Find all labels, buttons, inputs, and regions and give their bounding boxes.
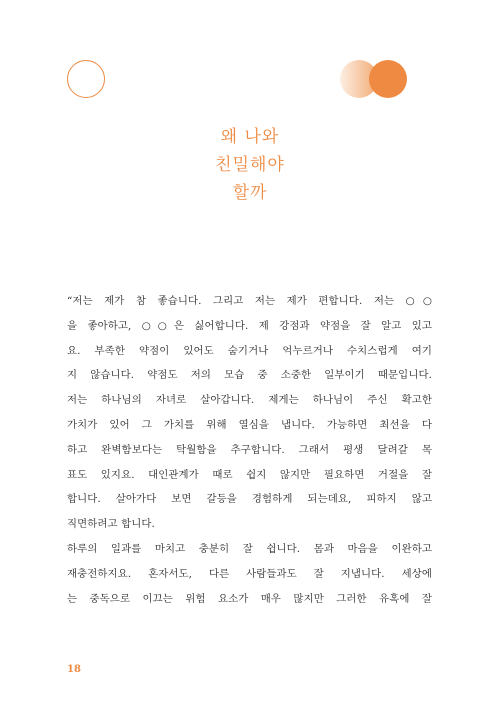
- filled-circle-decoration: [369, 60, 407, 98]
- chapter-title-line-1: 왜 나와: [220, 127, 280, 147]
- body-line: 하루의 일과를 마치고 충분히 잘 쉽니다. 몸과 마음을 이완하고: [67, 542, 432, 555]
- body-line: 직면하려고 합니다.: [67, 518, 155, 531]
- body-line: 을 좋아하고, ○○은 싫어합니다. 제 강점과 약점을 잘 알고 있고: [67, 319, 432, 332]
- body-line: 재충전하지요. 혼자서도, 다른 사람들과도 잘 지냅니다. 세상에: [67, 567, 432, 580]
- body-paragraphs: [67, 289, 432, 611]
- body-line: 하고 완벽함보다는 탁월함을 추구합니다. 그래서 평생 달려갈 목: [67, 443, 432, 456]
- body-line: 저는 하나님의 자녀로 살아갑니다. 제게는 하나님이 주신 확고한: [67, 394, 432, 407]
- body-line: 요. 부족한 약점이 있어도 숨기거나 억누르거나 수치스럽게 여기: [67, 344, 432, 357]
- chapter-title-line-2: 친밀해야: [215, 155, 285, 175]
- body-line: 합니다. 살아가다 보면 갈등을 경험하게 되는데요, 피하지 않고: [67, 493, 432, 506]
- chapter-title: [0, 123, 500, 207]
- body-line: 표도 있지요. 대인관계가 때로 쉽지 않지만 필요하면 거절을 잘: [67, 468, 432, 481]
- body-line: 지 않습니다. 약점도 저의 모습 중 소중한 일부이기 때문입니다.: [67, 369, 432, 382]
- outline-circle-decoration: [67, 60, 105, 98]
- body-line: 가치가 있어 그 가치를 위해 열심을 냅니다. 가능하면 최선을 다: [67, 418, 432, 431]
- body-line: 는 중독으로 이끄는 위험 요소가 매우 많지만 그러한 유혹에 잘: [67, 592, 432, 605]
- chapter-title-line-3: 할까: [232, 183, 268, 203]
- page-number: 18: [67, 664, 81, 675]
- body-line: “저는 제가 참 좋습니다. 그리고 저는 제가 편합니다. 저는 ○○: [67, 295, 432, 307]
